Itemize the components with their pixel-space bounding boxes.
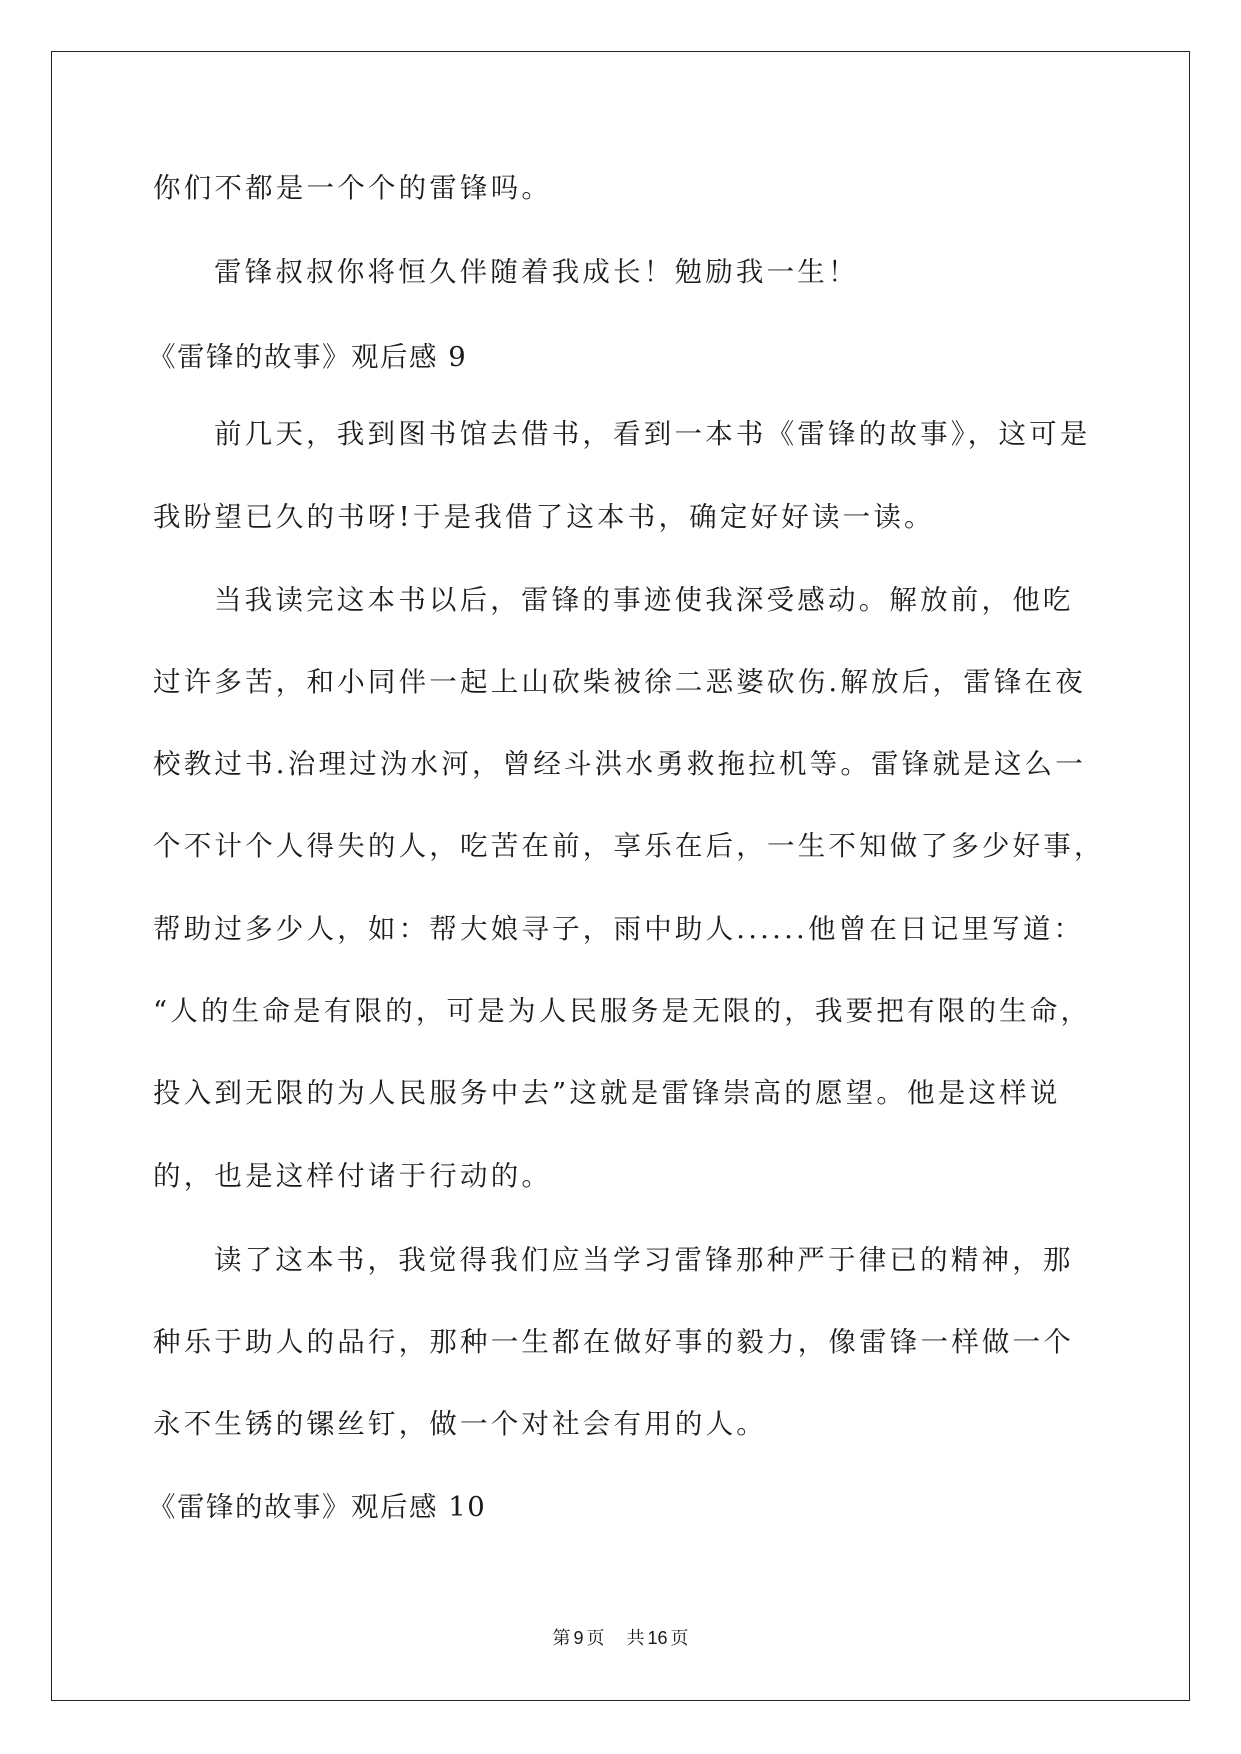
- page-current: 9: [573, 1628, 584, 1648]
- text-line: 读了这本书，我觉得我们应当学习雷锋那种严于律已的精神，那: [214, 1244, 1074, 1276]
- text-line: 的，也是这样付诸于行动的。: [153, 1160, 553, 1192]
- total-prefix: 共: [626, 1628, 645, 1649]
- text-line: 个不计个人得失的人，吃苦在前，享乐在后，一生不知做了多少好事，: [153, 830, 1105, 862]
- section-heading: 《雷锋的故事》观后感 9: [148, 341, 468, 373]
- text-line: 过许多苦，和小同伴一起上山砍柴被徐二恶婆砍伤.解放后，雷锋在夜: [153, 666, 1086, 698]
- text-line: 种乐于助人的品行，那种一生都在做好事的毅力，像雷锋一样做一个: [153, 1326, 1074, 1358]
- page-prefix: 第: [552, 1628, 571, 1649]
- text-line: 前几天，我到图书馆去借书，看到一本书《雷锋的故事》，这可是: [214, 418, 1091, 450]
- text-line: 当我读完这本书以后，雷锋的事迹使我深受感动。解放前，他吃: [214, 584, 1074, 616]
- total-suffix: 页: [670, 1628, 689, 1649]
- section-heading: 《雷锋的故事》观后感 10: [148, 1491, 487, 1523]
- text-line: 投入到无限的为人民服务中去”这就是雷锋崇高的愿望。他是这样说: [153, 1077, 1061, 1109]
- text-line: 永不生锈的镙丝钉，做一个对社会有用的人。: [153, 1408, 767, 1440]
- text-line: 我盼望已久的书呀!于是我借了这本书，确定好好读一读。: [153, 501, 935, 533]
- text-line: 你们不都是一个个的雷锋吗。: [153, 172, 553, 204]
- text-line: 帮助过多少人，如：帮大娘寻子，雨中助人......他曾在日记里写道：: [153, 913, 1085, 945]
- text-line: 雷锋叔叔你将恒久伴随着我成长！勉励我一生！: [214, 256, 859, 288]
- page-border: [51, 51, 1190, 1701]
- page-footer: [0, 1626, 1241, 1651]
- page-total: 16: [647, 1628, 668, 1648]
- text-line: 校教过书.治理过沩水河，曾经斗洪水勇救拖拉机等。雷锋就是这么一: [153, 748, 1086, 780]
- page-suffix: 页: [586, 1628, 605, 1649]
- text-line: “人的生命是有限的，可是为人民服务是无限的，我要把有限的生命，: [153, 995, 1092, 1027]
